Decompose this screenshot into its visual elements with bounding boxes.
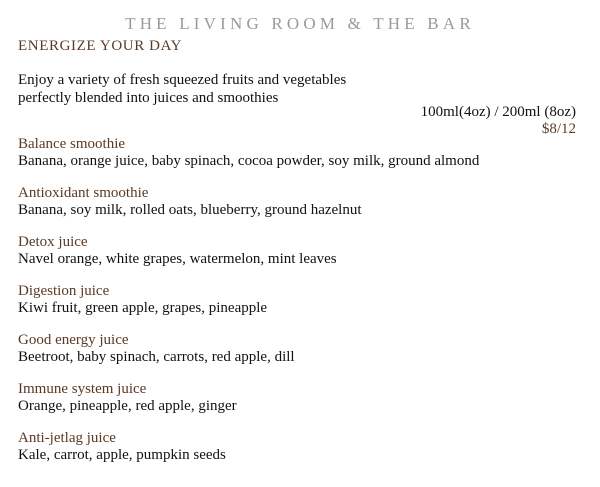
- menu-item: [18, 283, 588, 332]
- menu-item-name: Antioxidant smoothie: [18, 185, 149, 201]
- menu-item: [18, 185, 588, 234]
- menu-item: [18, 381, 588, 430]
- menu-item-name: Detox juice: [18, 234, 88, 250]
- menu-item: [18, 136, 588, 185]
- menu-item-description: Banana, soy milk, rolled oats, blueberry, ground hazelnut: [18, 202, 362, 218]
- menu-items-list: [18, 136, 588, 479]
- intro-line: Enjoy a variety of fresh squeezed fruits and vegetables: [18, 72, 347, 88]
- restaurant-header: THE LIVING ROOM & THE BAR: [125, 14, 475, 33]
- menu-item-name: Balance smoothie: [18, 136, 126, 152]
- section-intro: [18, 71, 346, 107]
- menu-item-description: Orange, pineapple, red apple, ginger: [18, 398, 237, 414]
- menu-item-name: Good energy juice: [18, 332, 129, 348]
- menu-item-description: Navel orange, white grapes, watermelon, mint leaves: [18, 251, 337, 267]
- menu-item-description: Kiwi fruit, green apple, grapes, pineapple: [18, 300, 268, 316]
- menu-item-name: Digestion juice: [18, 283, 110, 299]
- menu-item: [18, 332, 588, 381]
- size-label: 100ml(4oz) / 200ml (8oz): [420, 104, 576, 120]
- intro-line: perfectly blended into juices and smoothies: [18, 90, 279, 106]
- menu-item-description: Beetroot, baby spinach, carrots, red apple, dill: [18, 349, 295, 365]
- menu-item-name: Immune system juice: [18, 381, 147, 397]
- menu-item-description: Banana, orange juice, baby spinach, cocoa powder, soy milk, ground almond: [18, 153, 480, 169]
- section-title: ENERGIZE YOUR DAY: [18, 38, 183, 54]
- menu-item: [18, 430, 588, 479]
- menu-item: [18, 234, 588, 283]
- price-label: $8/12: [541, 121, 576, 137]
- menu-item-description: Kale, carrot, apple, pumpkin seeds: [18, 447, 226, 463]
- menu-item-name: Anti-jetlag juice: [18, 430, 116, 446]
